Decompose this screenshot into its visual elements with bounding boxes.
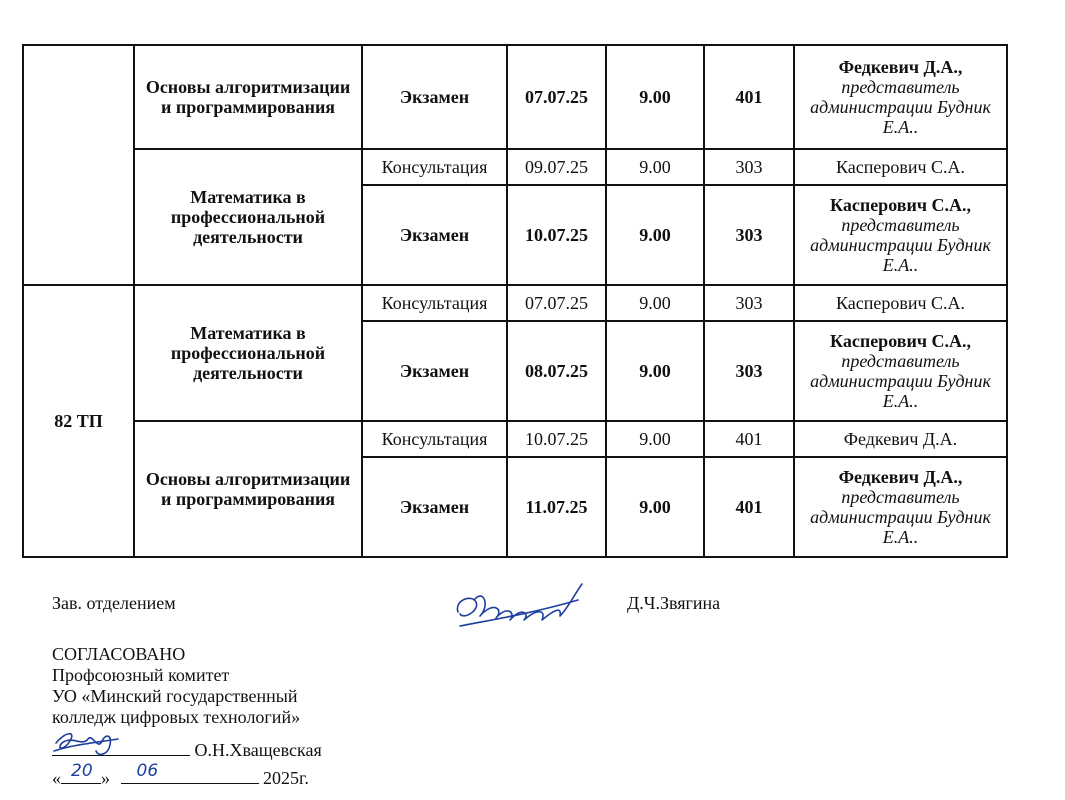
head-signature xyxy=(450,570,590,634)
union-name: О.Н.Хващевская xyxy=(194,740,322,760)
responsible-cell xyxy=(794,185,1007,285)
type-cell: Экзамен xyxy=(362,185,507,285)
subject-cell: Математика в профессиональной деятельности xyxy=(134,149,362,285)
time-cell: 9.00 xyxy=(606,285,704,321)
time-cell: 9.00 xyxy=(606,321,704,421)
day-underline xyxy=(61,761,101,784)
responsible-cell xyxy=(794,321,1007,421)
type-cell: Консультация xyxy=(362,421,507,457)
type-cell: Экзамен xyxy=(362,457,507,557)
head-name: Д.Ч.Звягина xyxy=(627,593,721,613)
schedule-table xyxy=(22,44,1008,558)
responsible-cell: Федкевич Д.А. xyxy=(794,421,1007,457)
handwritten-day: 20 xyxy=(71,761,93,781)
responsible-name: Федкевич Д.А., xyxy=(838,467,963,487)
date-cell: 07.07.25 xyxy=(507,45,606,149)
time-cell: 9.00 xyxy=(606,421,704,457)
date-cell: 07.07.25 xyxy=(507,285,606,321)
responsible-name: Федкевич Д.А., xyxy=(838,57,963,77)
time-cell: 9.00 xyxy=(606,185,704,285)
org-line-2: колледж цифровых технологий» xyxy=(52,707,301,727)
type-cell: Консультация xyxy=(362,149,507,185)
org-line-1: УО «Минский государственный xyxy=(52,686,298,706)
date-cell: 09.07.25 xyxy=(507,149,606,185)
subject-cell: Математика в профессиональной деятельности xyxy=(134,285,362,421)
table-row xyxy=(23,45,1007,149)
responsible-cell: Касперович С.А. xyxy=(794,149,1007,185)
type-cell: Экзамен xyxy=(362,321,507,421)
year-text: 2025г. xyxy=(263,768,309,788)
head-title: Зав. отделением xyxy=(52,593,176,613)
subject-cell: Основы алгоритмизации и программирования xyxy=(134,421,362,557)
responsible-name: Касперович С.А., xyxy=(830,195,971,215)
responsible-cell: Касперович С.А. xyxy=(794,285,1007,321)
date-cell: 08.07.25 xyxy=(507,321,606,421)
group-cell: 82 ТП xyxy=(23,285,134,557)
handwritten-month: 06 xyxy=(136,761,159,781)
responsible-note: представитель администрации Будник Е.А.. xyxy=(810,77,991,137)
table-row xyxy=(23,149,1007,185)
committee-label: Профсоюзный комитет xyxy=(52,665,230,685)
responsible-cell xyxy=(794,45,1007,149)
date-line xyxy=(52,761,309,789)
type-cell: Экзамен xyxy=(362,45,507,149)
month-underline xyxy=(121,761,259,784)
room-cell: 303 xyxy=(704,185,794,285)
room-cell: 401 xyxy=(704,45,794,149)
subject-cell: Основы алгоритмизации и программирования xyxy=(134,45,362,149)
responsible-note: представитель администрации Будник Е.А.. xyxy=(810,487,991,547)
table-row xyxy=(23,285,1007,321)
responsible-note: представитель администрации Будник Е.А.. xyxy=(810,215,991,275)
time-cell: 9.00 xyxy=(606,45,704,149)
date-cell: 10.07.25 xyxy=(507,421,606,457)
room-cell: 303 xyxy=(704,285,794,321)
group-cell-empty xyxy=(23,45,134,285)
quote-close: » xyxy=(101,768,110,788)
type-cell: Консультация xyxy=(362,285,507,321)
responsible-name: Касперович С.А., xyxy=(830,331,971,351)
date-cell: 10.07.25 xyxy=(507,185,606,285)
responsible-cell xyxy=(794,457,1007,557)
room-cell: 401 xyxy=(704,421,794,457)
table-row xyxy=(23,421,1007,457)
agreed-heading: СОГЛАСОВАНО xyxy=(52,644,186,664)
room-cell: 303 xyxy=(704,321,794,421)
time-cell: 9.00 xyxy=(606,149,704,185)
date-cell: 11.07.25 xyxy=(507,457,606,557)
quote-open: « xyxy=(52,768,61,788)
room-cell: 303 xyxy=(704,149,794,185)
union-signature xyxy=(52,725,122,761)
responsible-note: представитель администрации Будник Е.А.. xyxy=(810,351,991,411)
time-cell: 9.00 xyxy=(606,457,704,557)
room-cell: 401 xyxy=(704,457,794,557)
